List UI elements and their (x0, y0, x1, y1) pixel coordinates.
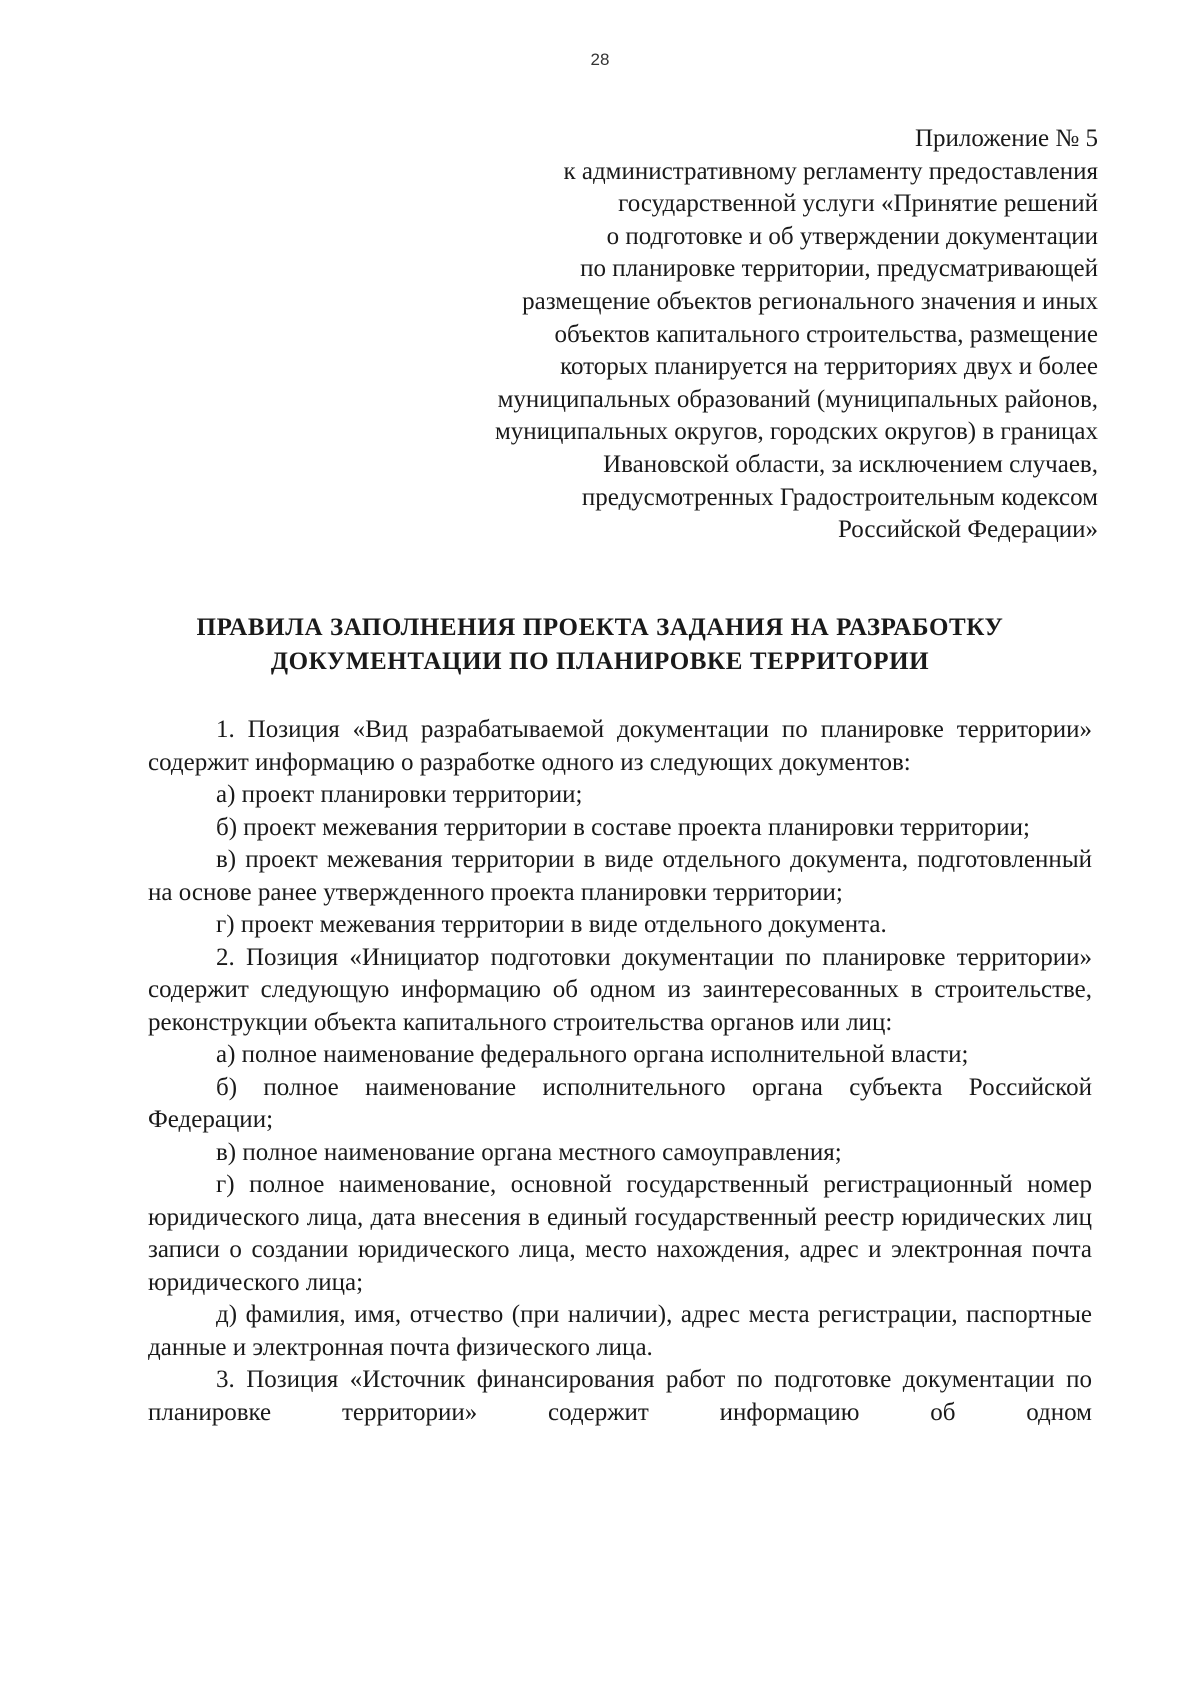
document-title (0, 611, 1200, 679)
document-body (148, 714, 1092, 1429)
appendix-line: Российской Федерации» (837, 516, 1098, 544)
paragraph-subitem-2d: г) полное наименование, основной государственный регистрационный номер юридического лица, дата внесения в единый государственный реестр юридических лиц записи о создании юридического лица, место нахождения, адрес и электронная почта юридического лица; (148, 1171, 1092, 1296)
title-line-1: ПРАВИЛА ЗАПОЛНЕНИЯ ПРОЕКТА ЗАДАНИЯ НА РАЗРАБОТКУ (196, 614, 1004, 641)
appendix-line: по планировке территории, предусматривающей (580, 255, 1098, 283)
appendix-line: которых планируется на территориях двух и более (560, 353, 1098, 381)
paragraph-subitem-1d: г) проект межевания территории в виде отдельного документа. (216, 911, 887, 938)
paragraph-item-2: 2. Позиция «Инициатор подготовки документации по планировке территории» содержит следующую информацию об одном из заинтересованных в строительстве, реконструкции объекта капитального строительства органов или лиц: (148, 943, 1092, 1036)
appendix-line: объектов капитального строительства, размещение (554, 320, 1098, 348)
appendix-line: Ивановской области, за исключением случаев, (603, 450, 1098, 478)
appendix-line: государственной услуги «Принятие решений (618, 190, 1098, 218)
paragraph-subitem-1c: в) проект межевания территории в виде отдельного документа, подготовленный на основе ранее утвержденного проекта планировки территории; (148, 846, 1092, 906)
page-number: 28 (590, 50, 610, 69)
appendix-header (398, 123, 1098, 547)
paragraph-subitem-2b: б) полное наименование исполнительного органа субъекта Российской Федерации; (148, 1073, 1092, 1133)
paragraph-subitem-2a: а) полное наименование федерального органа исполнительной власти; (216, 1041, 969, 1068)
appendix-line: Приложение № 5 (914, 125, 1098, 152)
paragraph-item-3: 3. Позиция «Источник финансирования работ по подготовке документации по планировке территории» содержит информацию об одном (148, 1366, 1092, 1426)
paragraph-item-1: 1. Позиция «Вид разрабатываемой документации по планировке территории» содержит информацию о разработке одного из следующих документов: (148, 716, 1092, 776)
paragraph-subitem-2e: д) фамилия, имя, отчество (при наличии), адрес места регистрации, паспортные данные и электронная почта физического лица. (148, 1301, 1092, 1361)
appendix-line: предусмотренных Градостроительным кодексом (581, 483, 1098, 511)
appendix-line: размещение объектов регионального значения и иных (522, 287, 1098, 315)
appendix-line: муниципальных округов, городских округов) в границах (494, 418, 1098, 446)
title-line-2: ДОКУМЕНТАЦИИ ПО ПЛАНИРОВКЕ ТЕРРИТОРИИ (270, 648, 930, 675)
appendix-line: муниципальных образований (муниципальных районов, (497, 385, 1098, 413)
appendix-line: к административному регламенту предоставления (563, 157, 1098, 185)
appendix-line: о подготовке и об утверждении документации (606, 222, 1098, 250)
paragraph-subitem-2c: в) полное наименование органа местного самоуправления; (216, 1138, 842, 1166)
paragraph-subitem-1b: б) проект межевания территории в составе проекта планировки территории; (216, 813, 1030, 841)
paragraph-subitem-1a: а) проект планировки территории; (216, 781, 583, 808)
